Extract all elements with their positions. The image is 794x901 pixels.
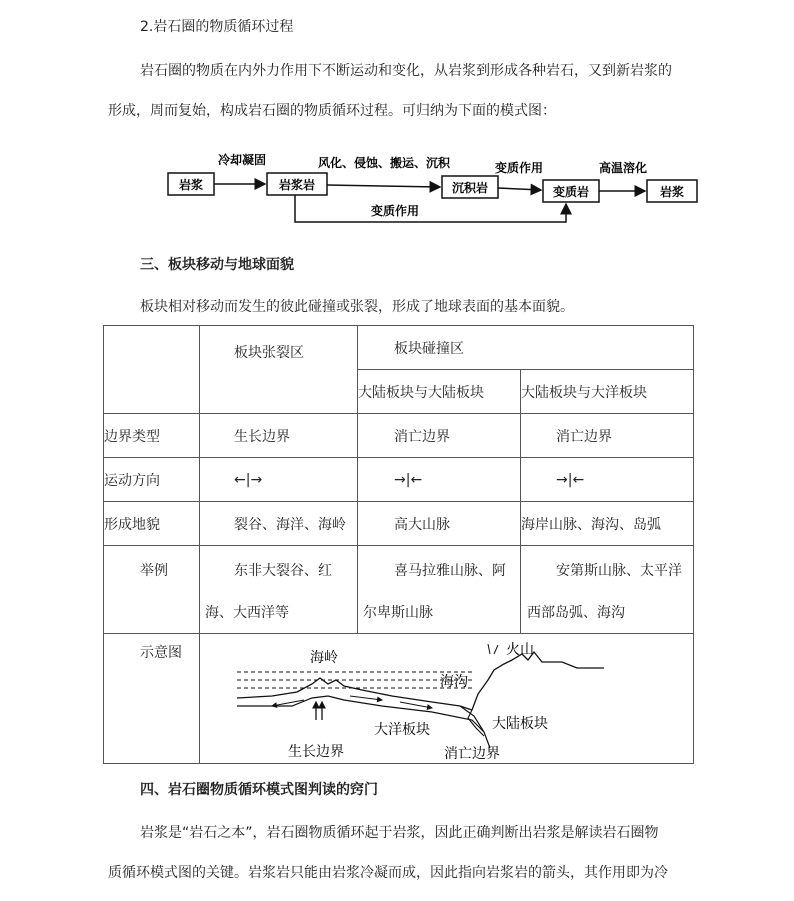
table-cell: 海岸山脉、海沟、岛弧 [521, 502, 694, 546]
flow-box-label: 岩浆 [178, 178, 204, 192]
table-cell: 裂谷、海洋、海岭 [200, 502, 358, 546]
row-label: 举例 [104, 546, 200, 634]
section-heading: 四、岩石圈物质循环模式图判读的窍门 [140, 782, 378, 798]
cell-line: 尔卑斯山脉 [363, 605, 433, 621]
row-label: 形成地貌 [104, 502, 200, 546]
row-label: 示意图 [104, 634, 200, 764]
header-co: 大陆板块与大洋板块 [521, 370, 694, 414]
table-cell: 消亡边界 [521, 414, 694, 458]
plate-table [103, 325, 694, 764]
cell-line: 西部岛弧、海沟 [527, 605, 625, 621]
label-volcano: 火山 [506, 642, 534, 658]
label-trench: 海沟 [440, 674, 468, 690]
table-cell: ←|→ [200, 458, 358, 502]
cell-line: 喜马拉雅山脉、阿 [394, 563, 506, 579]
table-cell: 消亡边界 [358, 414, 521, 458]
row-label: 边界类型 [104, 414, 200, 458]
section-heading: 三、板块移动与地球面貌 [140, 257, 294, 273]
row-label: 运动方向 [104, 458, 200, 502]
plate-diagram [232, 640, 612, 762]
paragraph-line: 形成，周而复始，构成岩石圈的物质循环过程。可归纳为下面的模式图： [108, 103, 556, 119]
flow-arrow-label: 高温溶化 [598, 161, 648, 175]
flow-arrow-label: 冷却凝固 [217, 153, 267, 167]
table-cell: →|← [358, 458, 521, 502]
table-cell: 生长边界 [200, 414, 358, 458]
cell-line: 安第斯山脉、太平洋 [556, 563, 682, 579]
paragraph-line: 岩浆是“岩石之本”，岩石圈物质循环起于岩浆，因此正确判断出岩浆是解读岩石圈物 [140, 825, 659, 841]
paragraph-line: 板块相对移动而发生的彼此碰撞或张裂，形成了地球表面的基本面貌。 [140, 299, 574, 315]
table-cell [358, 546, 521, 634]
flow-box-label: 岩浆 [659, 185, 685, 199]
flow-arrow-label: 变质作用 [494, 161, 544, 175]
cell-line: 海、大西洋等 [205, 605, 289, 621]
header-rift: 板块张裂区 [200, 326, 358, 414]
flow-box-label: 变质岩 [552, 185, 590, 199]
flow-box-label: 沉积岩 [451, 181, 489, 195]
diagram-cell [200, 634, 694, 764]
table-cell [200, 546, 358, 634]
table-cell [521, 546, 694, 634]
flow-arrow-label: 风化、侵蚀、搬运、沉积 [317, 156, 451, 170]
flow-box-label: 岩浆岩 [278, 178, 316, 192]
table-corner [104, 326, 200, 414]
label-ridge: 海岭 [310, 650, 338, 666]
paragraph-line: 质循环模式图的关键。岩浆岩只能由岩浆冷凝而成，因此指向岩浆岩的箭头，其作用即为冷 [108, 865, 668, 881]
section-heading: 2.岩石圈的物质循环过程 [140, 19, 294, 35]
label-continent-plate: 大陆板块 [492, 716, 548, 732]
header-cc: 大陆板块与大陆板块 [358, 370, 521, 414]
label-ocean-plate: 大洋板块 [374, 722, 430, 738]
rock-cycle-diagram [150, 148, 710, 230]
paragraph-line: 岩石圈的物质在内外力作用下不断运动和变化，从岩浆到形成各种岩石，又到新岩浆的 [140, 63, 672, 79]
cell-line: 东非大裂谷、红 [234, 563, 332, 579]
label-growth-boundary: 生长边界 [288, 744, 344, 760]
header-collide: 板块碰撞区 [358, 326, 694, 370]
label-subduction-boundary: 消亡边界 [444, 746, 500, 762]
table-cell: 高大山脉 [358, 502, 521, 546]
table-cell: →|← [521, 458, 694, 502]
flow-arrow-label: 变质作用 [370, 204, 420, 218]
